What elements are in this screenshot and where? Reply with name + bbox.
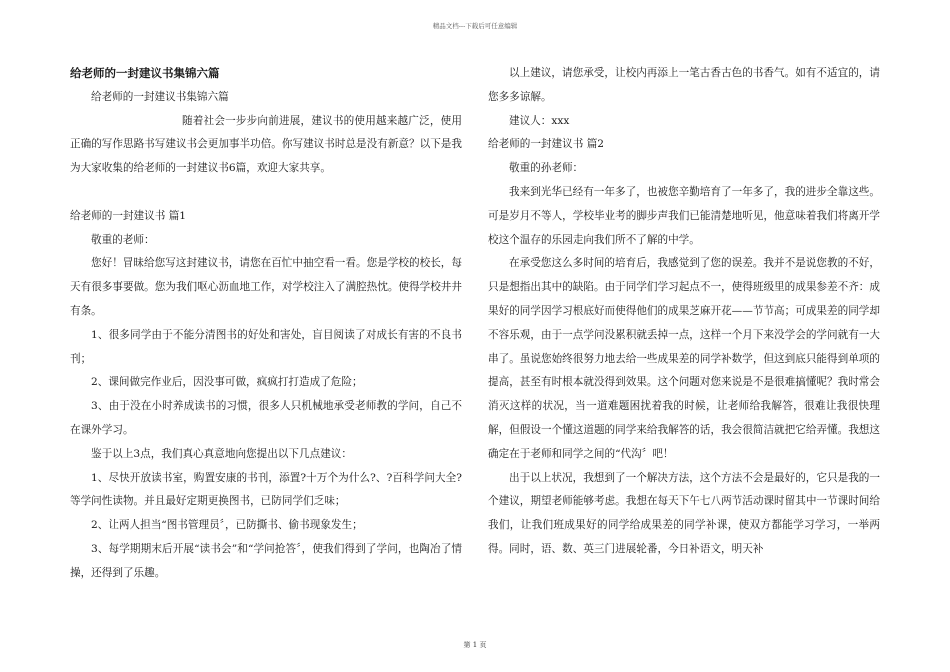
signature: 建议人：xxx [509,114,570,127]
body-paragraph: 在承受您这么多时间的培育后，我感觉到了您的误差。我并不是说您教的不好，只是想指出其中的缺陷。由于同学们学习起点不一，使得班级里的成果参差不齐：成果好的同学因学习根底好而使得他们的成果芝麻开花——节节高；可成果差的同学却不容乐观，由于一点学问没累积就丢掉一点，这样一个月下来没学会的学问就有一大串了。虽说您始终很努力地去给一些成果差的同学补数学，但这到底只能得到单项的提高，甚至有时根本就没得到效果。这个问题对您来说是不是很难搞懂呢？我时常会消灭这样的状况，当一道难题困扰着我的时候，让老师给我解答，很难让我很快理解，但假设一个懂这道题的同学来给我解答的话，我会很简洁就把它给弄懂。我想这确定在于老师和同学之间的“代沟〞吧！ [488,257,880,460]
left-column [70,62,462,586]
body-paragraph: 您好！冒昧给您写这封建议书，请您在百忙中抽空看一看。您是学校的校长，每天有很多事要做。您为我们呕心沥血地工作，对学校注入了满腔热忱。使得学校井井有条。 [70,257,462,317]
body-paragraph: 我来到光华已经有一年多了，也被您辛勤培育了一年多了，我的进步全靠这些。可是岁月不等人，学校毕业考的脚步声我们已能清楚地听见，他意味着我们将离开学校这个温存的乐园走向我们所不了解的中学。 [488,185,880,246]
list-item: 1、尽快开放读书室，购置安康的书刊，添置?十万个为什么?、?百科学问大全?等学问性读物。并且最好定期更换图书，已防同学们乏味； [70,471,462,508]
closing-paragraph: 以上建议，请您承受，让校内再添上一笔古香古色的书香气。如有不适宜的，请您多多谅解。 [488,67,880,103]
list-item: 3、每学期期末后开展“读书会”和“学问抢答〞，使我们得到了学问，也陶冶了情操，还得到了乐趣。 [70,542,462,579]
body-paragraph: 鉴于以上3点，我们真心真意地向您提出以下几点建议： [91,447,352,460]
section-heading: 给老师的一封建议书 篇1 [70,209,187,222]
body-paragraph: 出于以上状况，我想到了一个解决方法，这个方法不会是最好的，它只是我的一个建议，期望老师能够考虑。我想在每天下午七八两节活动课时留其中一节课时间给我们，让我们班成果好的同学给成果差的同学补课，使双方都能学习学习，一举两得。同时，语、数、英三门进展轮番，今日补语文，明天补 [488,471,880,555]
salutation: 敬重的孙老师： [509,162,584,175]
page-number: 第 1 页 [463,641,487,649]
list-item: 1、很多同学由于不能分清图书的好处和害处，盲目阅读了对成长有害的不良书刊； [70,328,462,365]
document-subtitle: 给老师的一封建议书集锦六篇 [91,90,229,103]
intro-paragraph: 随着社会一步步向前进展，建议书的使用越来越广泛，使用正确的写作思路书写建议书会更加事半功倍。你写建议书时总是没有新意？以下是我为大家收集的给老师的一封建议书6篇，欢迎大家共享。 [70,114,462,175]
salutation: 敬重的老师： [91,233,155,246]
list-item: 2、课间做完作业后，因没事可做，疯疯打打造成了危险； [91,376,363,389]
page-header-note: 精品文档---下载后可任意编辑 [432,22,518,30]
list-item: 2、让两人担当“图书管理员〞，已防撕书、偷书现象发生； [91,519,363,532]
right-column [488,62,880,562]
list-item: 3、由于没在小时养成读书的习惯，很多人只机械地承受老师教的学问，自己不在课外学习。 [70,400,462,436]
spacer [70,181,462,205]
document-title: 给老师的一封建议书集锦六篇 [70,66,220,80]
section-heading: 给老师的一封建议书 篇2 [488,138,605,151]
